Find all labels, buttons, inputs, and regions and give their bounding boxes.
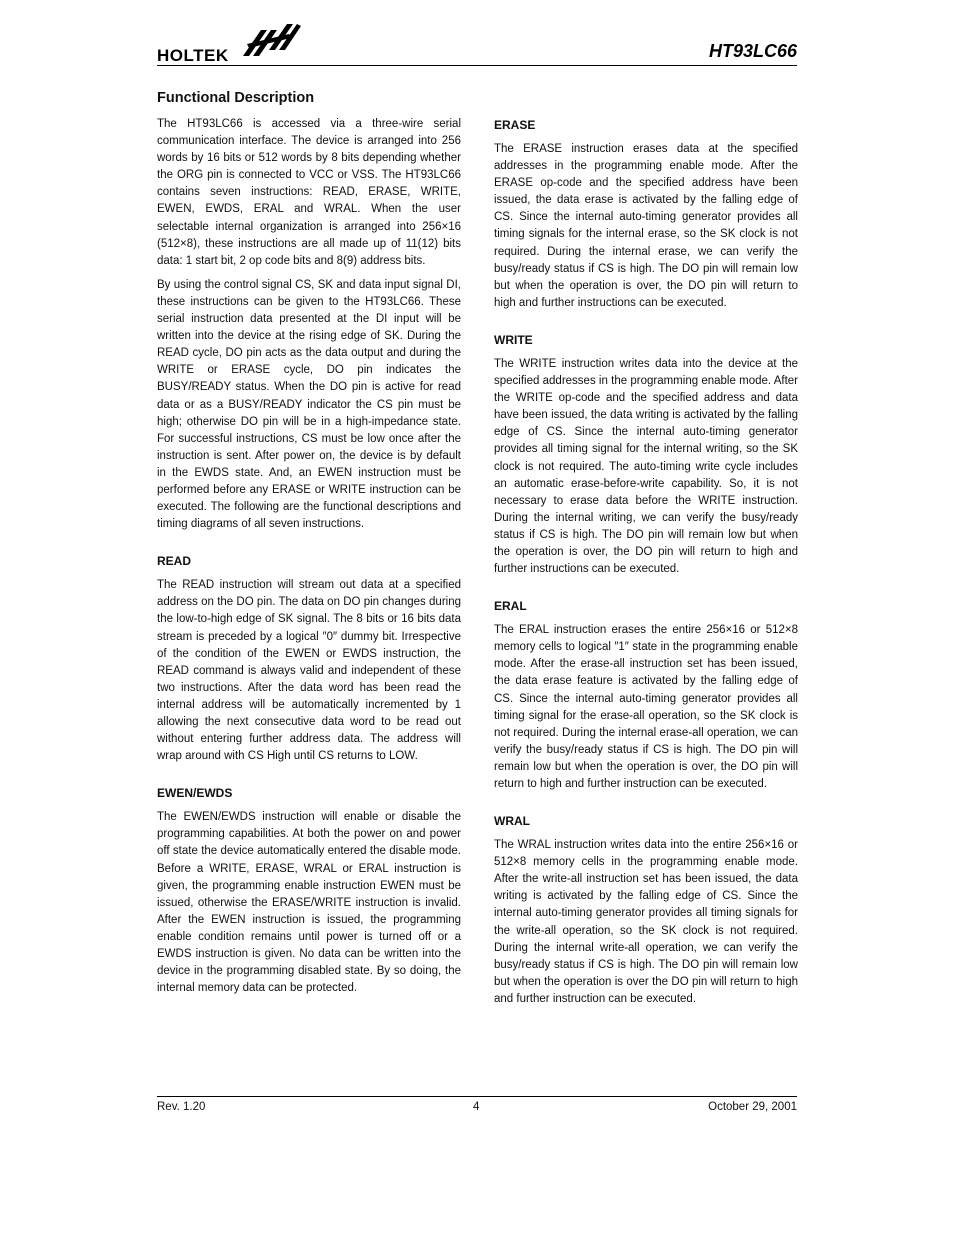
intro-paragraph-1: The HT93LC66 is accessed via a three-wire serial communication interface. The device is arranged into 256 words by 16 bits or 512 words by 8 bits depending whether the ORG pin is connected to VCC or VSS. The HT93LC66 contains seven instructions: READ, ERASE, WRITE, EWEN, EWDS, ERAL and WRAL. When the user selectable internal organization is arranged into 256×16 (512×8), these instructions are all made up of 11(12) bits data: 1 start bit, 2 op code bits and 8(9) address bits. (157, 118, 461, 267)
ewen-ewds-paragraph: The EWEN/EWDS instruction will enable or disable the programming capabilities. At both the power on and power off state the device automatically entered the disable mode. Before a WRITE, ERASE, WRAL or ERAL instruction is given, the programming enable instruction EWEN must be issued, otherwise the ERASE/WRITE instruction is invalid. After the EWEN instruction is issued, the programming enable condition remains until power is turned off or a EWDS instruction is given. No data can be written into the device in the programming disabled state. By so doing, the internal memory data can be protected. (157, 811, 461, 995)
right-column (494, 118, 798, 1015)
holtek-logo-icon (239, 20, 301, 64)
document-title: HT93LC66 (708, 41, 797, 61)
left-column (157, 90, 461, 1004)
revision-label: Rev. 1.20 (157, 1101, 206, 1113)
date-label: October 29, 2001 (708, 1101, 797, 1113)
eral-heading: ERAL (494, 599, 527, 614)
eral-paragraph: The ERAL instruction erases the entire 256×16 or 512×8 memory cells to logical ″1″ state in the programming enable mode. After the erase-all instruction set has been issued, the data erase feature is activated by the falling edge of CS. Since the internal auto-timing generator provides all timing signal for the erase-all operation, so the SK clock is not required. During the internal erase-all operation, we can verify the busy/ready status if CS is high. The DO pin will remain low but when the operation is over, the DO pin will return to high and further instruction can be executed. (494, 624, 798, 790)
page-footer (157, 1096, 797, 1120)
holtek-logo (157, 20, 307, 64)
wral-heading: WRAL (494, 814, 530, 829)
read-heading: READ (157, 554, 192, 569)
ewen-ewds-heading: EWEN/EWDS (157, 786, 233, 801)
read-paragraph: The READ instruction will stream out data at a specified address on the DO pin. The data on DO pin changes during the low-to-high edge of SK signal. The 8 bits or 16 bits data stream is preceded by a logical ″0″ dummy bit. Irrespective of the condition of the EWEN or EWDS instruction, the READ command is always valid and independent of these two instructions. After the data word has been read the internal address will be automatically incremented by 1 allowing the next consecutive data word to be read out without entering further address data. The address will wrap around with CS High until CS returns to LOW. (157, 579, 461, 763)
logo-text: HOLTEK (157, 46, 229, 65)
erase-heading: ERASE (494, 118, 536, 132)
section-title: Functional Description (157, 90, 315, 106)
intro-paragraph-2: By using the control signal CS, SK and data input signal DI, these instructions can be given to the HT93LC66. These serial instruction data presented at the DI input will be written into the device at the rising edge of SK. During the READ cycle, DO pin acts as the data output and during the WRITE or ERASE cycle, DO pin indicates the BUSY/READY status. When the DO pin is active for read data or as a BUSY/READY indicator the CS pin must be high; otherwise DO pin will be in a high-impedance state. For successful instructions, CS must be low once after the instruction is sent. After power on, the device is by default in the EWDS state. And, an EWEN instruction must be performed before any ERASE or WRITE instruction can be executed. The following are the functional descriptions and timing diagrams of all seven instructions. (157, 278, 461, 531)
page-number: 4 (473, 1101, 480, 1113)
erase-paragraph: The ERASE instruction erases data at the specified addresses in the programming enable mode. After the ERASE op-code and the specified address have been issued, the data erase is activated by the falling edge of CS. Since the internal auto-timing generator provides all timing signals for the internal erase, so the SK clock is not required. During the internal erase, we can verify the busy/ready status if CS is high. The DO pin will remain low but when the operation is over, the DO pin will return to high and further instructions can be executed. (494, 143, 798, 309)
write-heading: WRITE (494, 332, 533, 347)
write-paragraph: The WRITE instruction writes data into the device at the specified addresses in the programming enable mode. After the WRITE op-code and the specified address and data have been issued, the data writing is activated by the falling edge of CS. Since the internal auto-timing generator provides all timing signal for the internal writing, so the SK clock is not required. The auto-timing write cycle includes an automatic erase-before-write capability. So, it is not necessary to erase data before the WRITE instruction. During the internal writing, we can verify the busy/ready status if CS is high. The DO pin will remain low but when the operation is over, the DO pin will return to high and further instructions can be executed. (494, 357, 798, 576)
wral-paragraph: The WRAL instruction writes data into the entire 256×16 or 512×8 memory cells in the programming enable mode. After the write-all instruction set has been issued, the data writing is activated by the falling edge of CS. Since the internal auto-timing generator provides all timing signals for the write-all operation, so the SK clock is not required. During the internal write-all operation, we can verify the busy/ready status if CS is high. The DO pin will remain low but when the operation is over the DO pin will return to high and further instruction can be executed. (494, 839, 798, 1005)
page-header (157, 12, 797, 66)
